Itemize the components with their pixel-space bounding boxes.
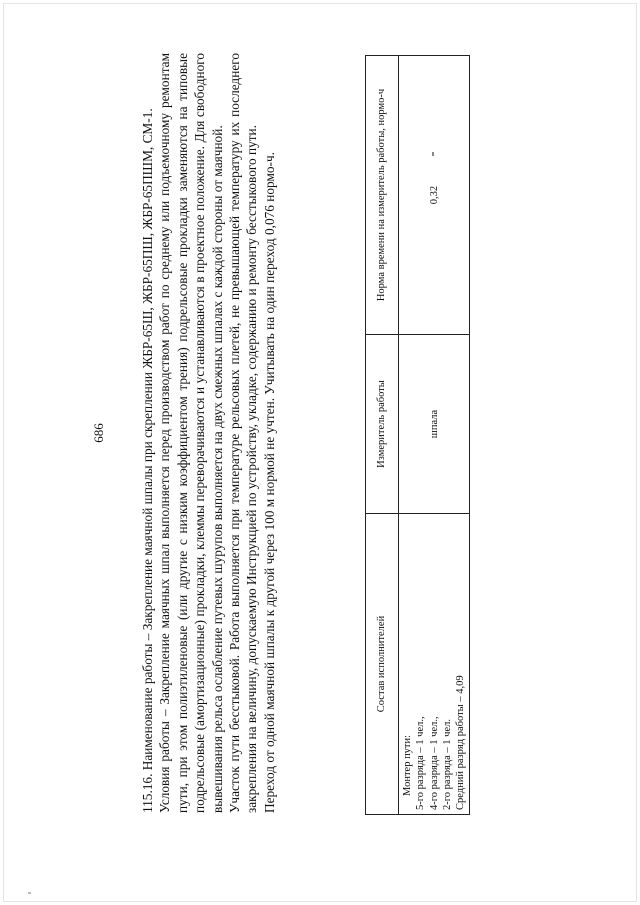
scan-speck: [28, 892, 31, 894]
norm-table: [365, 55, 470, 815]
rotated-page: [91, 52, 509, 813]
page-number: 686: [91, 422, 106, 443]
table-header-row: [366, 55, 399, 814]
crew-line: 5-го разряда – 1 чел.,: [415, 715, 427, 810]
norm-cell: 0,32: [399, 55, 470, 334]
work-conditions: Условия работы – Закрепление маячных шпал выполняется перед производством работ по среднему или подъемочному ремонтам пути, при этом полиэтиленовые (или другие с низким коэффициентом трения) подрельсовые прокладки заменяются на типовые подрельсовые (амортизационные) прокладки, клеммы переворачиваются и устанавливаются в проектное положение. Для свободного вывешивания рельса ослабление путевых шурупов выполняется на двух смежных шпалах с каждой стороны от маячной.: [157, 52, 225, 813]
unit-cell: шпала: [399, 334, 470, 513]
section-note: Участок пути бесстыковой. Работа выполняется при температуре рельсовых плетей, не превышающей температуру их последнего закрепления на величину, допускаемую Инструкцией по устройству, укладке, содержанию и ремонту бесстыкового пути.: [227, 52, 260, 813]
crew-line: Монтер пути:: [402, 734, 413, 796]
transition-note: Переход от одной маячной шпалы к другой через 100 м нормой не учтен. Учитывать на один переход 0,076 нормо-ч.: [261, 151, 277, 813]
document-body: [139, 53, 359, 813]
section-title: 115.16. Наименование работы – Закрепление маячной шпалы при скреплении ЖБР-65Ш, ЖБР-65ПШ, ЖБР-65ПШМ, СМ-1.: [140, 107, 155, 813]
header-unit: Измеритель работы: [366, 334, 399, 513]
crew-line: Средний разряд работы – 4,09: [455, 674, 467, 810]
header-crew: Состав исполнителей: [366, 513, 399, 814]
crew-line: 4-го разряда – 1 чел.,: [428, 715, 440, 810]
table-row: [399, 55, 470, 814]
crew-line: 2-го разряда – 1 чел.: [441, 718, 453, 810]
header-norm: Норма времени на измеритель работы, нормо-ч: [366, 55, 399, 334]
crew-cell: [399, 513, 470, 814]
